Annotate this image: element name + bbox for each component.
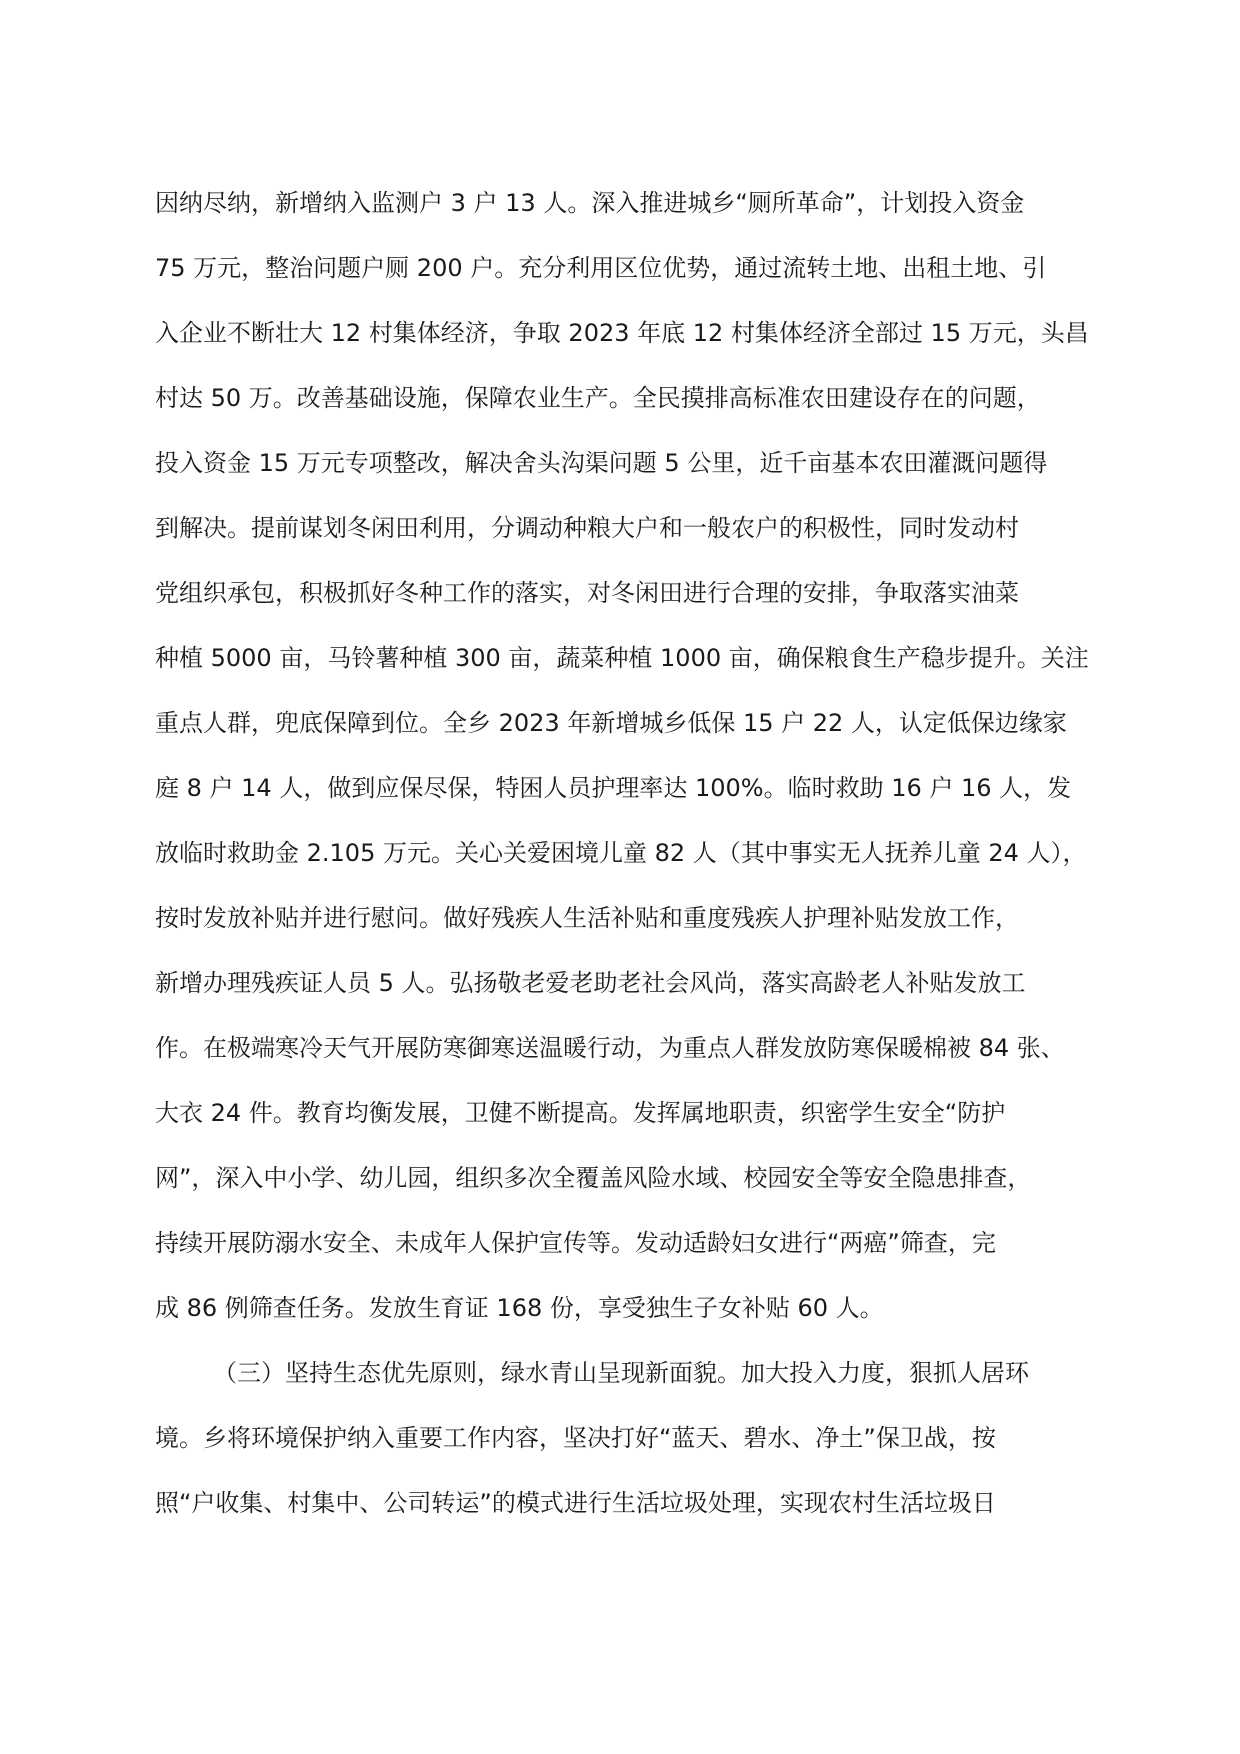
text-line: 网”，深入中小学、幼儿园，组织多次全覆盖风险水域、校园安全等安全隐患排查，	[155, 1164, 1032, 1192]
text-line: 入企业不断壮大 12 村集体经济，争取 2023 年底 12 村集体经济全部过 15 万元，头昌	[155, 319, 1089, 347]
text-line: 作。在极端寒冷天气开展防寒御寒送温暖行动，为重点人群发放防寒保暖棉被 84 张、	[155, 1034, 1065, 1062]
text-line: 到解决。提前谋划冬闲田利用，分调动种粮大户和一般农户的积极性，同时发动村	[155, 514, 1019, 542]
text-line: 种植 5000 亩，马铃薯种植 300 亩，蔬菜种植 1000 亩，确保粮食生产稳步提升。关注	[155, 644, 1089, 672]
body-text	[155, 189, 1089, 1555]
text-line: 大衣 24 件。教育均衡发展，卫健不断提高。发挥属地职责，织密学生安全“防护	[155, 1099, 1006, 1127]
text-line: 放临时救助金 2.105 万元。关心关爱困境儿童 82 人（其中事实无人抚养儿童 24 人），	[155, 839, 1087, 867]
section-heading-line: （三）坚持生态优先原则，绿水青山呈现新面貌。加大投入力度，狠抓人居环	[213, 1359, 1029, 1387]
text-line: 境。乡将环境保护纳入重要工作内容，坚决打好“蓝天、碧水、净土”保卫战，按	[155, 1424, 996, 1452]
text-line: 成 86 例筛查任务。发放生育证 168 份，享受独生子女补贴 60 人。	[155, 1294, 884, 1322]
text-line: 新增办理残疾证人员 5 人。弘扬敬老爱老助老社会风尚，落实高龄老人补贴发放工	[155, 969, 1026, 997]
text-line: 庭 8 户 14 人，做到应保尽保，特困人员护理率达 100%。临时救助 16 户 16 人，发	[155, 774, 1072, 802]
text-line: 因纳尽纳，新增纳入监测户 3 户 13 人。深入推进城乡“厕所革命”，计划投入资金	[155, 189, 1025, 217]
text-line: 按时发放补贴并进行慰问。做好残疾人生活补贴和重度残疾人护理补贴发放工作，	[155, 904, 1019, 932]
text-line: 重点人群，兜底保障到位。全乡 2023 年新增城乡低保 15 户 22 人，认定低保边缘家	[155, 709, 1067, 737]
text-line: 照“户收集、村集中、公司转运”的模式进行生活垃圾处理，实现农村生活垃圾日	[155, 1489, 996, 1517]
text-line: 75 万元，整治问题户厕 200 户。充分利用区位优势，通过流转土地、出租土地、引	[155, 254, 1047, 282]
text-line: 持续开展防溺水安全、未成年人保护宣传等。发动适龄妇女进行“两癌”筛查，完	[155, 1229, 996, 1257]
text-line: 党组织承包，积极抓好冬种工作的落实，对冬闲田进行合理的安排，争取落实油菜	[155, 579, 1019, 607]
text-line: 村达 50 万。改善基础设施，保障农业生产。全民摸排高标准农田建设存在的问题，	[155, 384, 1041, 412]
text-line: 投入资金 15 万元专项整改，解决舍头沟渠问题 5 公里，近千亩基本农田灌溉问题得	[155, 449, 1048, 477]
